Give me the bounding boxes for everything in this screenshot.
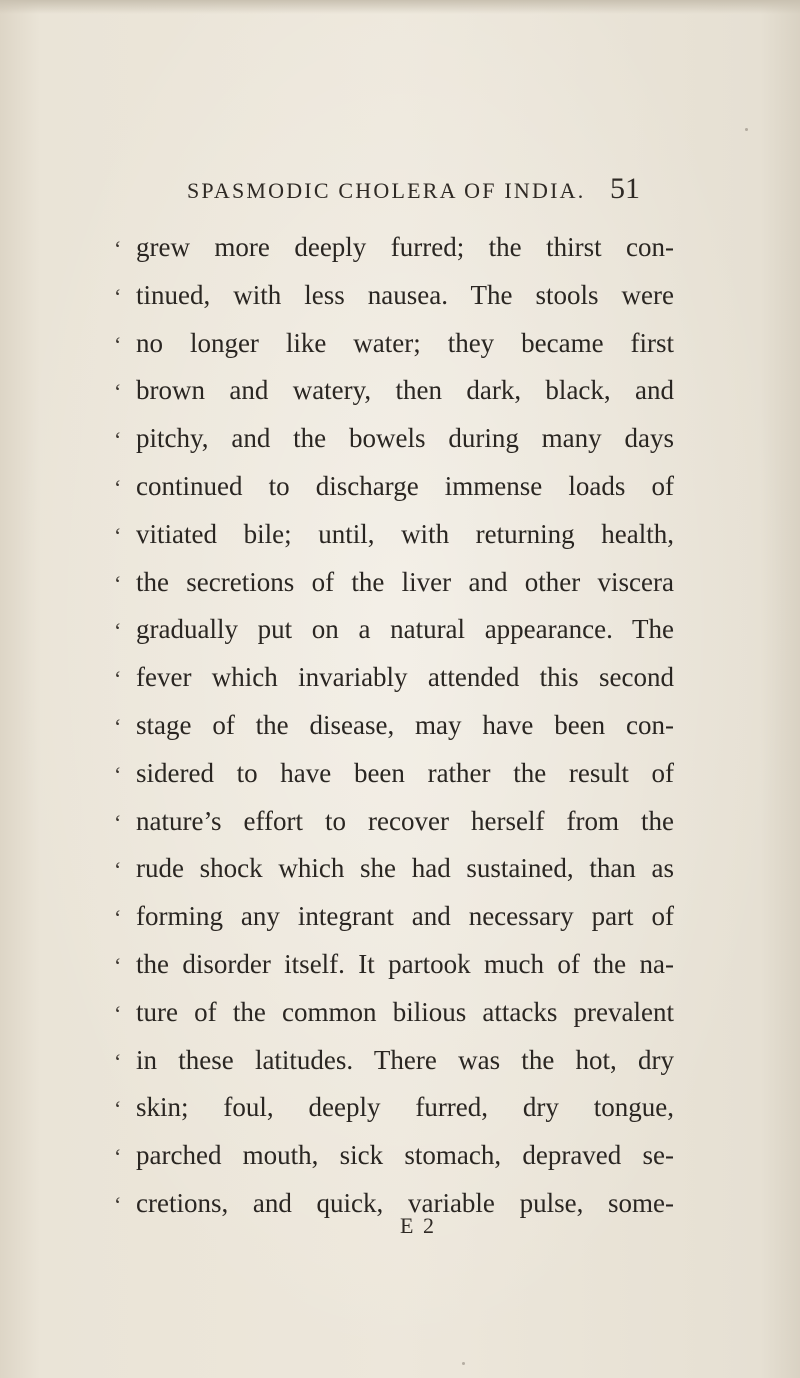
line-text: nature’s effort to recover herself from the: [136, 805, 674, 836]
page-top-edge: [0, 0, 800, 14]
text-line: [114, 471, 674, 519]
text-line: [114, 710, 674, 758]
text-line: [114, 519, 674, 567]
page-number: 51: [610, 172, 640, 205]
line-text: vitiated bile; until, with returning health,: [136, 518, 674, 549]
quote-mark: ‘: [114, 522, 122, 548]
quote-mark: ‘: [114, 857, 122, 883]
line-text: fever which invariably attended this second: [136, 662, 674, 693]
line-text: tinued, with less nausea. The stools were: [136, 279, 674, 310]
body-text: [114, 232, 674, 1236]
quote-mark: ‘: [114, 1191, 122, 1217]
quote-mark: ‘: [114, 713, 122, 739]
line-text: continued to discharge immense loads of: [136, 470, 674, 501]
quote-mark: ‘: [114, 1048, 122, 1074]
line-text: stage of the disease, may have been con-: [136, 709, 674, 740]
line-text: pitchy, and the bowels during many days: [136, 423, 674, 454]
text-line: [114, 328, 674, 376]
line-text: cretions, and quick, variable pulse, some-: [136, 1187, 674, 1218]
line-text: rude shock which she had sustained, than as: [136, 853, 674, 884]
quote-mark: ‘: [114, 952, 122, 978]
quote-mark: ‘: [114, 474, 122, 500]
paper-blemish: [462, 1362, 465, 1365]
text-line: [114, 949, 674, 997]
line-text: in these latitudes. There was the hot, dry: [136, 1044, 674, 1075]
text-line: [114, 997, 674, 1045]
text-line: [114, 1188, 674, 1236]
quote-mark: ‘: [114, 809, 122, 835]
text-line: [114, 614, 674, 662]
quote-mark: ‘: [114, 283, 122, 309]
quote-mark: ‘: [114, 618, 122, 644]
line-text: grew more deeply furred; the thirst con-: [136, 232, 674, 262]
text-line: [114, 232, 674, 280]
line-text: gradually put on a natural appearance. The: [136, 614, 674, 645]
text-line: [114, 567, 674, 615]
text-line: [114, 1092, 674, 1140]
line-text: forming any integrant and necessary part of: [136, 901, 674, 932]
quote-mark: ‘: [114, 761, 122, 787]
text-line: [114, 375, 674, 423]
signature-mark: E 2: [400, 1213, 436, 1238]
text-line: [114, 1045, 674, 1093]
quote-mark: ‘: [114, 427, 122, 453]
line-text: the secretions of the liver and other viscera: [136, 566, 674, 597]
quote-mark: ‘: [114, 379, 122, 405]
quote-mark: ‘: [114, 1096, 122, 1122]
text-line: [114, 423, 674, 471]
text-line: [114, 662, 674, 710]
line-text: the disorder itself. It partook much of the na-: [136, 948, 674, 979]
line-text: no longer like water; they became first: [136, 327, 674, 358]
text-line: [114, 853, 674, 901]
quote-mark: ‘: [114, 331, 122, 357]
quote-mark: ‘: [114, 1000, 122, 1026]
paper-blemish: [745, 128, 748, 131]
quote-mark: ‘: [114, 570, 122, 596]
running-head: [0, 172, 800, 212]
running-title: SPASMODIC CHOLERA OF INDIA.: [187, 178, 586, 203]
line-text: sidered to have been rather the result of: [136, 757, 674, 788]
text-line: [114, 280, 674, 328]
line-text: skin; foul, deeply furred, dry tongue,: [136, 1092, 674, 1123]
quote-mark: ‘: [114, 666, 122, 692]
quote-mark: ‘: [114, 905, 122, 931]
text-line: [114, 806, 674, 854]
text-line: [114, 758, 674, 806]
line-text: brown and watery, then dark, black, and: [136, 375, 674, 406]
quote-mark: ‘: [114, 1144, 122, 1170]
text-line: [114, 901, 674, 949]
line-text: parched mouth, sick stomach, depraved se-: [136, 1140, 674, 1171]
line-text: ture of the common bilious attacks prevalent: [136, 996, 674, 1027]
text-line: [114, 1140, 674, 1188]
quote-mark: ‘: [114, 236, 122, 261]
